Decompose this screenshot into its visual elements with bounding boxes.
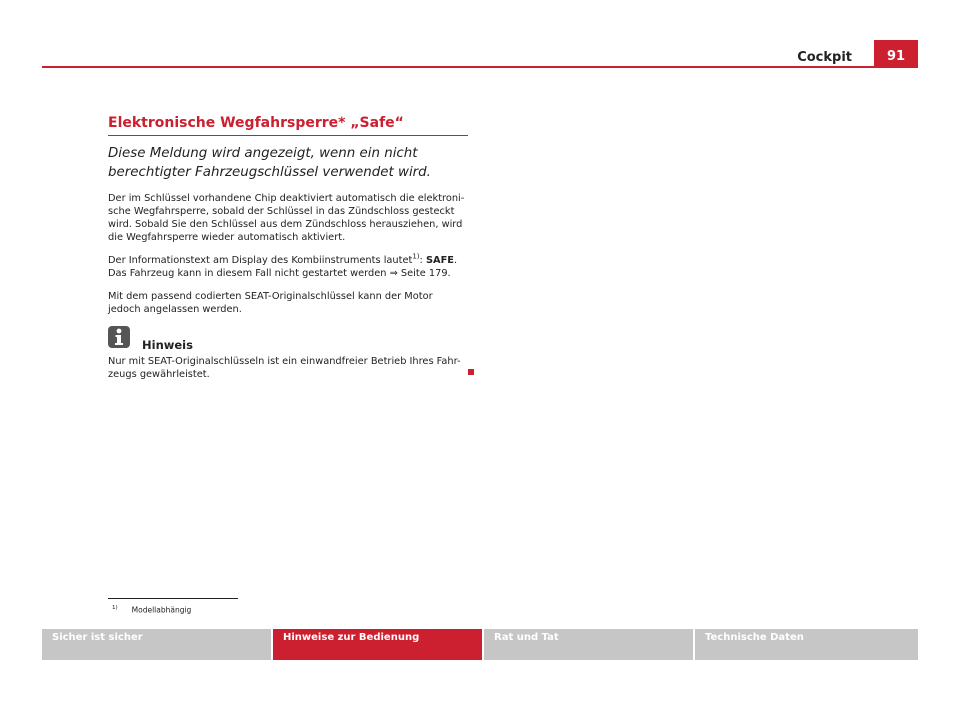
footnote [112, 605, 191, 615]
note-header [108, 326, 468, 352]
article-lead: Diese Meldung wird angezeigt, wenn ein nicht berechtigter Fahrzeugschlüssel verwendet wird. [108, 146, 431, 180]
note-label: Hinweis [142, 338, 193, 352]
footnote-marker: 1) [112, 605, 118, 611]
paragraph-2-text: Der Informationstext am Display des Kombiinstruments lautet [108, 255, 413, 266]
footnote-ref[interactable]: 1) [412, 252, 420, 261]
paragraph-2 [108, 254, 468, 280]
note-text: Nur mit SEAT-Originalschlüsseln ist ein einwandfreier Betrieb Ihres Fahr-zeugs gewährleistet. [108, 356, 461, 380]
chapter-nav [42, 629, 918, 660]
article-title: Elektronische Wegfahrsperre* „Safe“ [108, 115, 468, 136]
tab-rat-und-tat[interactable]: Rat und Tat [484, 629, 693, 660]
display-text-safe: SAFE [425, 255, 454, 266]
section-end-marker [468, 369, 474, 375]
page-number: 91 [874, 40, 918, 67]
paragraph-3: Mit dem passend codierten SEAT-Originalschlüssel kann der Motor jedoch angelassen werden. [108, 291, 433, 315]
footnote-rule [108, 598, 238, 599]
header-rule [42, 66, 918, 68]
tab-sicher-ist-sicher[interactable]: Sicher ist sicher [42, 629, 271, 660]
paragraph-1: Der im Schlüssel vorhandene Chip deaktiviert automatisch die elektroni-sche Wegfahrsperre, sobald der Schlüssel in das Zündschloss gesteckt wird. Sobald Sie den Schlüssel aus dem Zündschloss herausziehen, wird die Wegfahrsperre wieder automatisch aktiviert. [108, 193, 465, 243]
tab-technische-daten[interactable]: Technische Daten [695, 629, 918, 660]
paragraph-2-rest: . Das Fahrzeug kann in diesem Fall nicht gestartet werden ⇒ Seite 179. [108, 255, 458, 279]
article [108, 115, 468, 381]
footnote-text: Modellabhängig [131, 605, 192, 615]
info-note-icon [108, 326, 130, 348]
tab-hinweise-zur-bedienung[interactable]: Hinweise zur Bedienung [273, 629, 482, 660]
section-title: Cockpit [797, 50, 852, 65]
paragraph-2-colon: : [419, 255, 426, 266]
